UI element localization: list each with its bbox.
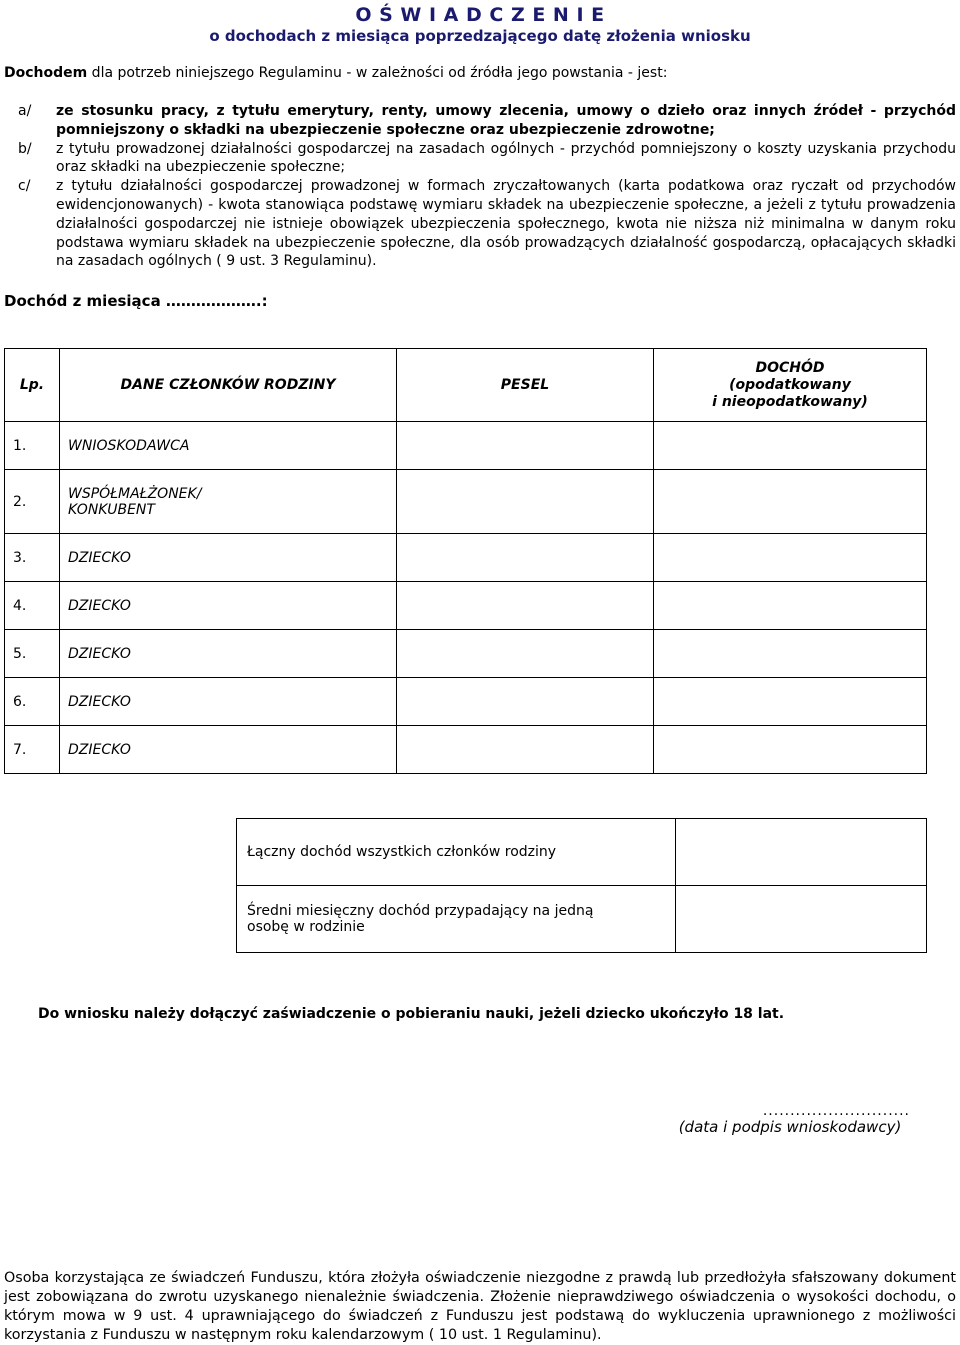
list-text: z tytułu prowadzonej działalności gospodarczej na zasadach ogólnych - przychód pomniejszony o koszty uzyskania przychodu oraz składki na ubezpieczenie społeczne; (56, 140, 956, 176)
header-income (654, 349, 927, 422)
list-text: z tytułu działalności gospodarczej prowadzonej w formach zryczałtowanych (karta podatkowa oraz ryczałt od przychodów ewidencjonowanych) - kwota stanowiąca podstawę wymiaru składek na ubezpieczenie społeczne, a jeżeli z tytułu prowadzenia działalności gospodarczej nie istnieje obowiązek ubezpieczenia społecznego, kwota nie niższa niż minimalna w danym roku podstawa wymiaru składek na ubezpieczenie społeczne, dla osób prowadzących działalność gospodarczą, opłacających składki na zasadach ogólnych ( 9 ust. 3 Regulaminu). (56, 178, 956, 270)
income-cell[interactable] (654, 726, 927, 774)
document-subtitle: o dochodach z miesiąca poprzedzającego datę złożenia wniosku (209, 27, 751, 45)
header-income-line: DOCHÓD (755, 359, 825, 376)
member-name-cell[interactable]: DZIECKO (60, 534, 397, 582)
income-cell[interactable] (654, 582, 927, 630)
header-income-line: i nieopodatkowany) (712, 393, 868, 410)
member-name-cell[interactable]: DZIECKO (60, 726, 397, 774)
list-text: ze stosunku pracy, z tytułu emerytury, renty, umowy zlecenia, umowy o dzieło oraz innych źródeł - przychód pomniejszony o składki na ubezpieczenie społeczne oraz ubezpieczenie zdrowotne; (56, 103, 956, 138)
income-summary-table (236, 818, 927, 953)
signature-line[interactable]: ........................... (762, 1103, 910, 1119)
family-members-table (4, 348, 927, 774)
member-name-cell[interactable]: WNIOSKODAWCA (60, 422, 397, 470)
income-month-field[interactable]: Dochód z miesiąca ……………….: (4, 292, 268, 310)
row-number: 6. (5, 678, 60, 726)
table-row (5, 470, 927, 534)
header-family-members: DANE CZŁONKÓW RODZINY (60, 349, 397, 422)
list-marker: b/ (18, 140, 32, 157)
legal-footer: Osoba korzystająca ze świadczeń Funduszu, która złożyła oświadczenie niezgodne z prawdą lub przedłożyła sfałszowany dokument jest zobowiązana do zwrotu uzyskanego nienależnie świadczenia. Złożenie nieprawdziwego oświadczenia o wysokości dochodu, o którym mowa w 9 ust. 4 uprawniającego do świadczeń z Funduszu jest podstawą do wykluczenia uprawnionego z możliwości korzystania z Funduszu w następnym roku kalendarzowym ( 10 ust. 1 Regulaminu). (4, 1270, 956, 1343)
pesel-cell[interactable] (397, 678, 654, 726)
header-pesel: PESEL (397, 349, 654, 422)
table-row (5, 582, 927, 630)
income-cell[interactable] (654, 422, 927, 470)
pesel-cell[interactable] (397, 630, 654, 678)
income-source-a (4, 102, 956, 140)
income-cell[interactable] (654, 630, 927, 678)
row-number: 4. (5, 582, 60, 630)
header-lp: Lp. (5, 349, 60, 422)
table-header-row (5, 349, 927, 422)
member-name-cell[interactable]: DZIECKO (60, 582, 397, 630)
header-income-line: (opodatkowany (729, 376, 851, 393)
income-source-b (4, 140, 956, 178)
table-row (5, 422, 927, 470)
income-source-c (4, 177, 956, 271)
intro-bold-term: Dochodem (4, 65, 88, 81)
table-row (5, 630, 927, 678)
total-income-cell[interactable] (676, 819, 927, 886)
row-number: 3. (5, 534, 60, 582)
average-income-label (237, 886, 676, 953)
attachment-note: Do wniosku należy dołączyć zaświadczenie o pobieraniu nauki, jeżeli dziecko ukończyło 18 lat. (38, 1006, 785, 1022)
summary-row-total (237, 819, 927, 886)
member-name-cell[interactable]: DZIECKO (60, 678, 397, 726)
pesel-cell[interactable] (397, 422, 654, 470)
list-marker: c/ (18, 178, 31, 195)
income-cell[interactable] (654, 470, 927, 534)
row-number: 2. (5, 470, 60, 534)
table-row (5, 726, 927, 774)
pesel-cell[interactable] (397, 534, 654, 582)
average-income-text: Średni miesięczny dochód przypadający na jedną osobę w rodzinie (247, 903, 594, 935)
member-name-cell[interactable] (60, 470, 397, 534)
table-row (5, 678, 927, 726)
member-name-cell[interactable]: DZIECKO (60, 630, 397, 678)
total-income-label: Łączny dochód wszystkich członków rodziny (237, 819, 676, 886)
table-row (5, 534, 927, 582)
document-title: O Ś W I A D C Z E N I E (355, 4, 605, 26)
average-income-cell[interactable] (676, 886, 927, 953)
pesel-cell[interactable] (397, 470, 654, 534)
row-number: 7. (5, 726, 60, 774)
row-number: 5. (5, 630, 60, 678)
pesel-cell[interactable] (397, 582, 654, 630)
income-definition-intro (4, 65, 954, 81)
income-sources-list (4, 102, 956, 271)
pesel-cell[interactable] (397, 726, 654, 774)
row-number: 1. (5, 422, 60, 470)
list-marker: a/ (18, 103, 32, 119)
intro-text: dla potrzeb niniejszego Regulaminu - w zależności od źródła jego powstania - jest: (87, 65, 668, 81)
income-cell[interactable] (654, 534, 927, 582)
income-cell[interactable] (654, 678, 927, 726)
summary-row-average (237, 886, 927, 953)
member-name-text: WSPÓŁMAŁŻONEK/ KONKUBENT (68, 485, 202, 518)
signature-label: (data i podpis wnioskodawcy) (678, 1118, 902, 1136)
